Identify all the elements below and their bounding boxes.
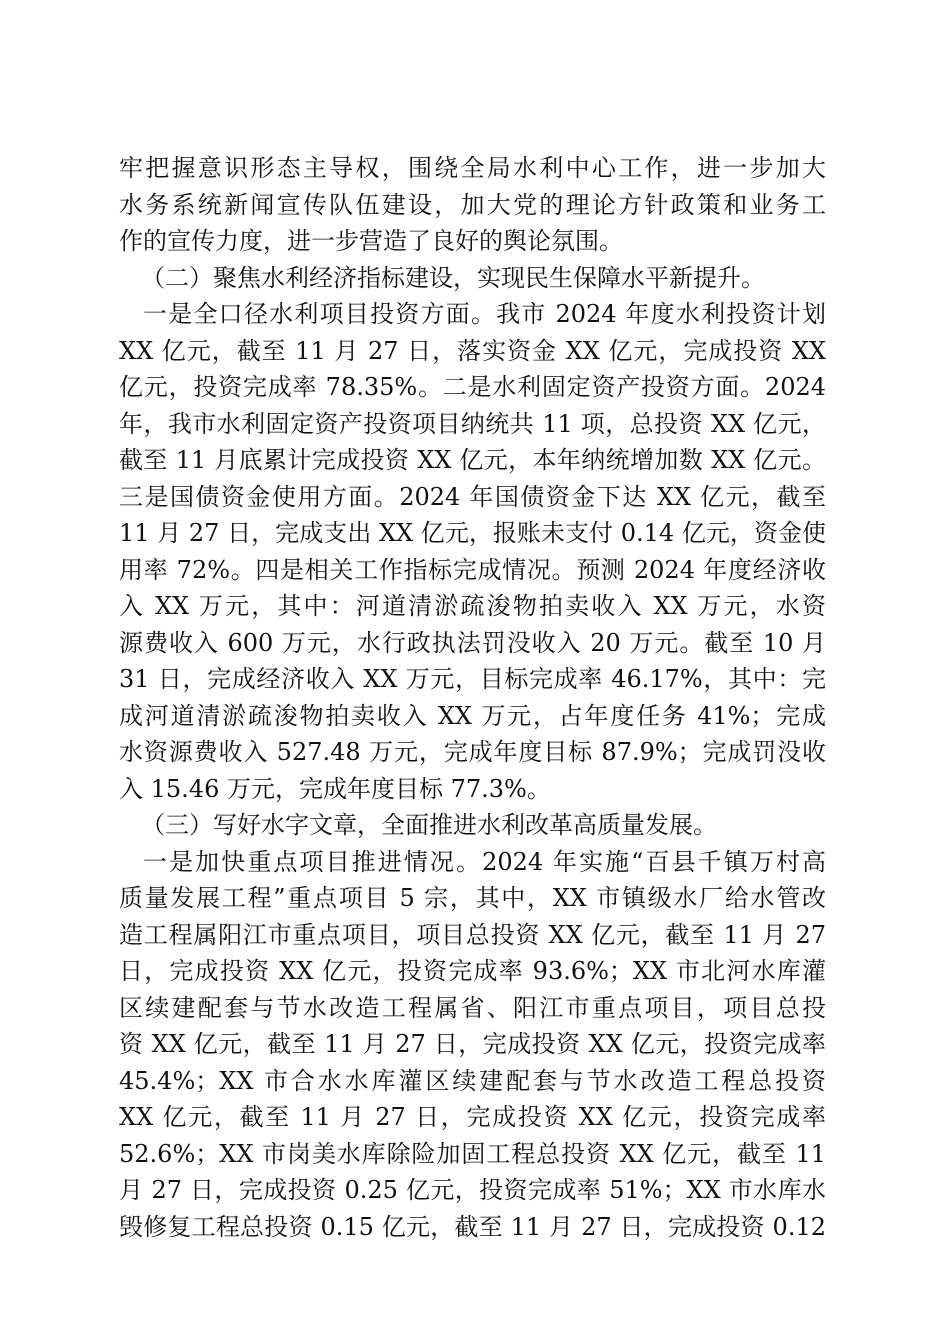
text-line: 年，我市水利固定资产投资项目纳统共 11 项，总投资 XX 亿元， — [119, 409, 826, 438]
text-line: 45.4%；XX 市合水水库灌区续建配套与节水改造工程总投资 — [119, 1066, 826, 1095]
text-line: 亿元，投资完成率 78.35%。二是水利固定资产投资方面。2024 — [119, 373, 826, 401]
text-line: 月 27 日，完成投资 0.25 亿元，投资完成率 51%；XX 市水库水 — [119, 1176, 826, 1204]
text-line: 区续建配套与节水改造工程属省、阳江市重点项目，项目总投 — [119, 993, 826, 1022]
section-heading: （三）写好水字文章，全面推进水利改革高质量发展。 — [141, 811, 717, 839]
text-line: 日，完成投资 XX 亿元，投资完成率 93.6%；XX 市北河水库灌 — [119, 957, 826, 985]
text-line: 水务系统新闻宣传队伍建设，加大党的理论方针政策和业务工 — [119, 190, 826, 219]
text-line: 作的宣传力度，进一步营造了良好的舆论氛围。 — [119, 227, 623, 255]
text-line: 质量发展工程”重点项目 5 宗，其中，XX 市镇级水厂给水管改 — [119, 884, 826, 912]
text-line: 入 XX 万元，其中：河道清淤疏浚物拍卖收入 XX 万元，水资 — [119, 592, 826, 620]
text-line: 截至 11 月底累计完成投资 XX 亿元，本年纳统增加数 XX 亿元。 — [119, 446, 826, 474]
text-line: 入 15.46 万元，完成年度目标 77.3%。 — [119, 774, 551, 803]
text-line: XX 亿元，截至 11 月 27 日，完成投资 XX 亿元，投资完成率 — [119, 1103, 826, 1131]
text-line: 用率 72%。四是相关工作指标完成情况。预测 2024 年度经济收 — [119, 555, 826, 584]
text-line: 11 月 27 日，完成支出 XX 亿元，报账未支付 0.14 亿元，资金使 — [119, 519, 826, 547]
text-line: 三是国债资金使用方面。2024 年国债资金下达 XX 亿元，截至 — [119, 482, 826, 511]
text-line: 52.6%；XX 市岗美水库除险加固工程总投资 XX 亿元，截至 11 — [119, 1139, 826, 1168]
text-line: 31 日，完成经济收入 XX 万元，目标完成率 46.17%，其中：完 — [119, 665, 826, 693]
text-line: 牢把握意识形态主导权，围绕全局水利中心工作，进一步加大 — [119, 154, 826, 182]
text-line: 水资源费收入 527.48 万元，完成年度目标 87.9%；完成罚没收 — [119, 738, 826, 766]
text-line: 一是加快重点项目推进情况。2024 年实施“百县千镇万村高 — [143, 847, 826, 876]
text-line: 成河道清淤疏浚物拍卖收入 XX 万元，占年度任务 41%；完成 — [119, 701, 826, 730]
text-line: 造工程属阳江市重点项目，项目总投资 XX 亿元，截至 11 月 27 — [119, 920, 826, 949]
document-body — [119, 150, 826, 1245]
text-line: 资 XX 亿元，截至 11 月 27 日，完成投资 XX 亿元，投资完成率 — [119, 1030, 826, 1058]
text-line: XX 亿元，截至 11 月 27 日，落实资金 XX 亿元，完成投资 XX — [119, 336, 826, 365]
text-line: 一是全口径水利项目投资方面。我市 2024 年度水利投资计划 — [143, 300, 826, 328]
text-line: 毁修复工程总投资 0.15 亿元，截至 11 月 27 日，完成投资 0.12 — [119, 1212, 826, 1241]
text-line: 源费收入 600 万元，水行政执法罚没收入 20 万元。截至 10 月 — [119, 628, 826, 657]
section-heading: （二）聚焦水利经济指标建设，实现民生保障水平新提升。 — [141, 263, 765, 292]
